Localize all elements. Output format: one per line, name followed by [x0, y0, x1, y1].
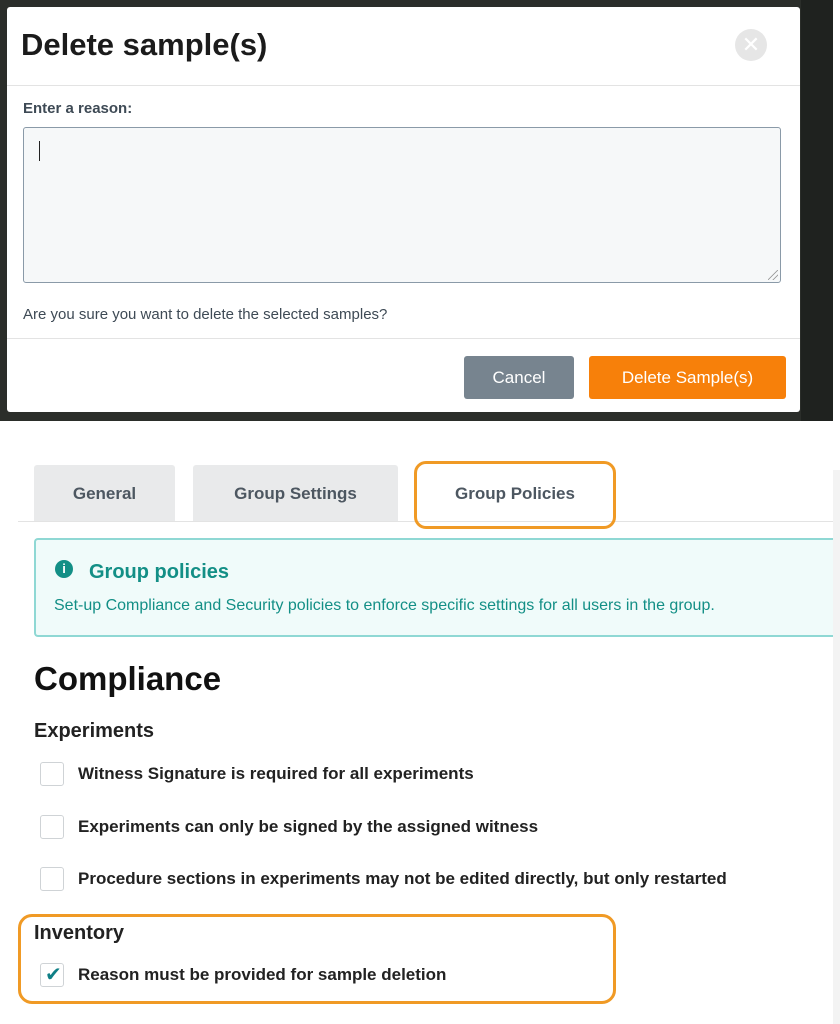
dialog-header — [7, 7, 800, 86]
inventory-heading: Inventory — [34, 922, 125, 944]
info-banner — [34, 538, 834, 637]
procedure-sections-checkbox[interactable] — [40, 867, 64, 891]
backdrop-edge — [801, 0, 833, 421]
dialog-footer — [7, 339, 800, 412]
tab-general[interactable]: General — [34, 465, 175, 522]
dialog-title: Delete sample(s) — [21, 27, 268, 62]
delete-samples-button[interactable]: Delete Sample(s) — [589, 356, 786, 399]
sample-deletion-label: Reason must be provided for sample deletion — [78, 965, 447, 984]
info-title: Group policies — [89, 561, 230, 583]
checkmark-icon: ✔ — [45, 964, 62, 986]
tab-group-settings[interactable]: Group Settings — [193, 465, 398, 522]
experiments-heading: Experiments — [34, 720, 155, 742]
reason-label: Enter a reason: — [23, 100, 133, 117]
witness-signature-label: Witness Signature is required for all experiments — [78, 764, 474, 783]
cancel-button[interactable]: Cancel — [464, 356, 574, 399]
tab-group-policies[interactable]: Group Policies — [418, 465, 612, 522]
reason-textarea[interactable] — [23, 127, 781, 283]
assigned-witness-checkbox[interactable] — [40, 815, 64, 839]
info-description: Set-up Compliance and Security policies to enforce specific settings for all users in the group. — [54, 597, 715, 614]
info-icon: i — [55, 560, 73, 578]
close-icon[interactable]: ✕ — [735, 29, 767, 61]
sample-deletion-checkbox[interactable] — [40, 963, 64, 987]
resize-grip-icon[interactable] — [768, 270, 778, 280]
procedure-sections-label: Procedure sections in experiments may not be edited directly, but only restarted — [78, 869, 727, 888]
assigned-witness-label: Experiments can only be signed by the assigned witness — [78, 817, 539, 836]
delete-sample-dialog — [7, 7, 800, 412]
dialog-body — [7, 86, 800, 339]
confirm-text: Are you sure you want to delete the selected samples? — [23, 306, 388, 323]
compliance-heading: Compliance — [34, 660, 222, 697]
text-caret — [39, 141, 40, 161]
scroll-edge — [833, 470, 840, 1024]
modal-backdrop — [0, 0, 833, 421]
witness-signature-checkbox[interactable] — [40, 762, 64, 786]
highlight-callout-tab — [414, 461, 616, 529]
